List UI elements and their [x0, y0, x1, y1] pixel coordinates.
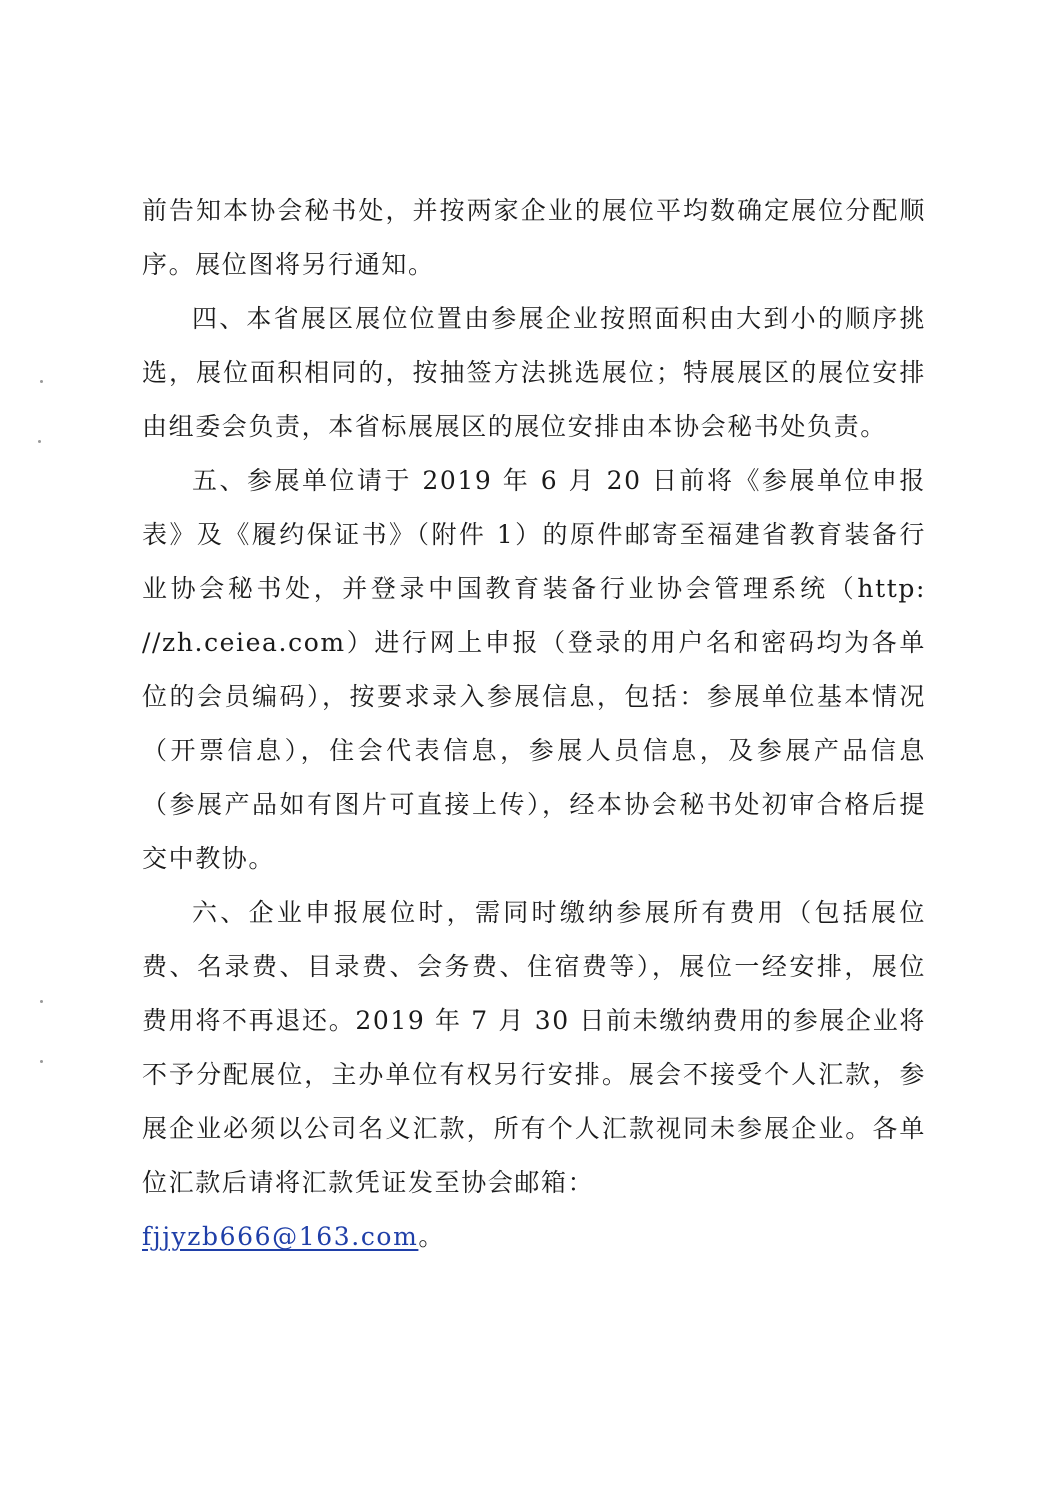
paragraph-item-four: 四、本省展区展位位置由参展企业按照面积由大到小的顺序挑选，展位面积相同的，按抽签方法挑选展位；特展展区的展位安排由组委会负责，本省标展展区的展位安排由本协会秘书处负责。: [142, 304, 926, 441]
email-line: [142, 1210, 926, 1264]
document-body: [142, 184, 926, 1264]
scan-speck: [40, 380, 43, 383]
paragraph-item-five: 五、参展单位请于 2019 年 6 月 20 日前将《参展单位申报表》及《履约保证书》（附件 1）的原件邮寄至福建省教育装备行业协会秘书处，并登录中国教育装备行业协会管理系统（http: //zh.ceiea.com）进行网上申报（登录的用户名和密码均为各单位的会员编码），按要求录入参展信息，包括：参展单位基本情况（开票信息），住会代表信息，参展人员信息，及参展产品信息（参展产品如有图片可直接上传），经本协会秘书处初审合格后提交中教协。: [142, 466, 926, 873]
scan-speck: [40, 1000, 43, 1003]
email-suffix: 。: [418, 1222, 446, 1251]
scan-speck: [40, 1060, 43, 1063]
paragraph-continuation: 前告知本协会秘书处，并按两家企业的展位平均数确定展位分配顺序。展位图将另行通知。: [142, 196, 926, 279]
email-link[interactable]: fjjyzb666@163.com: [142, 1222, 419, 1251]
scan-speck: [38, 440, 41, 443]
paragraph-item-six: 六、企业申报展位时，需同时缴纳参展所有费用（包括展位费、名录费、目录费、会务费、住宿费等），展位一经安排，展位费用将不再退还。2019 年 7 月 30 日前未缴纳费用的参展企业将不予分配展位，主办单位有权另行安排。展会不接受个人汇款，参展企业必须以公司名义汇款，所有个人汇款视同未参展企业。各单位汇款后请将汇款凭证发至协会邮箱：: [142, 898, 926, 1197]
